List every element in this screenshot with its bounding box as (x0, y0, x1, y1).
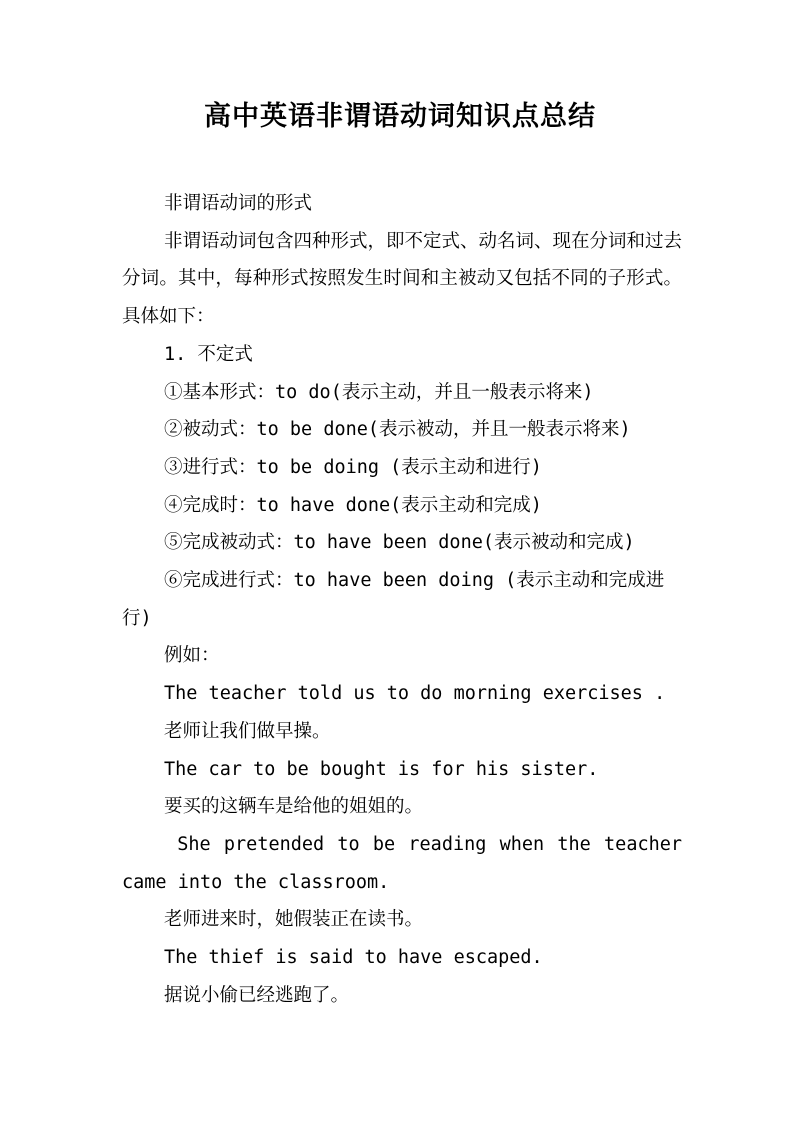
example-english: She pretended to be reading when the teacher came into the classroom. (122, 833, 694, 893)
example-english: The teacher told us to do morning exercises . (164, 683, 666, 705)
form-item-passive: ②被动式：to be done(表示被动，并且一般表示将来) (164, 419, 631, 441)
form-item-basic: ①基本形式：to do(表示主动，并且一般表示将来) (164, 381, 594, 403)
page-title: 高中英语非谓语动词知识点总结 (204, 101, 596, 132)
examples-label: 例如： (164, 645, 220, 667)
example-chinese: 老师让我们做早操。 (164, 720, 331, 742)
example-chinese: 老师进来时，她假装正在读书。 (164, 909, 424, 931)
intro-paragraph: 非谓语动词包含四种形式，即不定式、动名词、现在分词和过去分词。其中，每种形式按照发生时间和主被动又包括不同的子形式。具体如下： (122, 230, 683, 328)
example-english: The car to be bought is for his sister. (164, 758, 599, 780)
form-item-perfect-passive: ⑤完成被动式：to have been done(表示被动和完成) (164, 532, 635, 554)
subsection-heading: 1. 不定式 (164, 343, 253, 365)
example-chinese: 据说小偷已经逃跑了。 (164, 984, 350, 1006)
document-body (122, 185, 694, 1014)
section-heading: 非谓语动词的形式 (164, 193, 313, 214)
example-english: The thief is said to have escaped. (164, 947, 543, 969)
form-item-progressive: ③进行式：to be doing (表示主动和进行) (164, 456, 542, 478)
form-item-perfect-progressive: ⑥完成进行式：to have been doing (表示主动和完成进行) (122, 570, 665, 629)
example-chinese: 要买的这辆车是给他的姐姐的。 (164, 796, 424, 818)
form-item-perfect: ④完成时：to have done(表示主动和完成) (164, 494, 542, 516)
